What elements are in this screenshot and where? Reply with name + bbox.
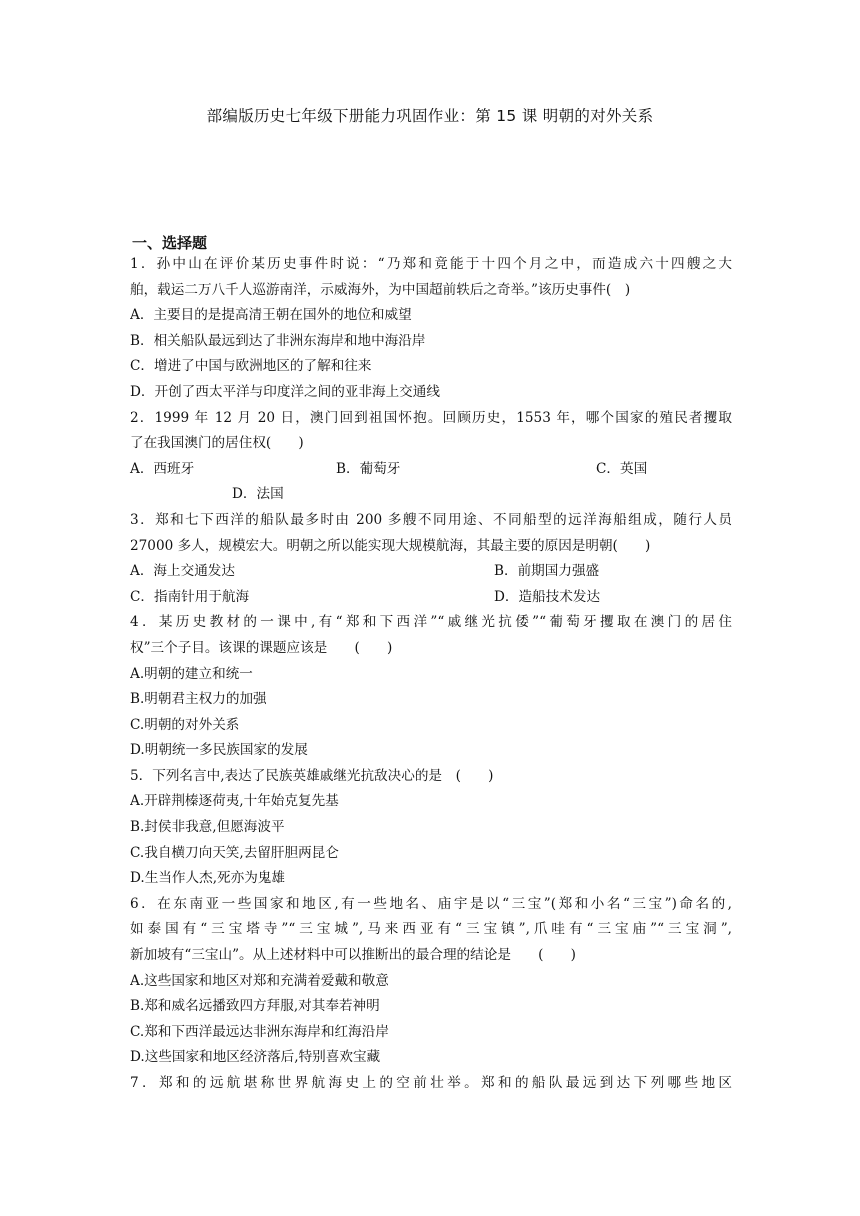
question-1-option-c: C．增进了中国与欧洲地区的了解和往来 (130, 358, 372, 375)
question-2-stem-line-2: 了在我国澳门的居住权( ) (130, 435, 304, 452)
page-title: 部编版历史七年级下册能力巩固作业：第 15 课 明朝的对外关系 (206, 107, 654, 125)
question-2-options-row-1 (130, 457, 732, 483)
question-2-stem-line-1: 2．1999 年 12 月 20 日，澳门回到祖国怀抱。回顾历史，1553 年，哪个国家的殖民者攫取 (130, 409, 732, 426)
section-heading: 一、选择题 (132, 234, 208, 252)
question-6-stem-line-2: 如泰国有“三宝塔寺”“三宝城”,马来西亚有“三宝镇”,爪哇有“三宝庙”“三宝洞”, (130, 921, 732, 938)
question-3-options-row-1 (130, 559, 732, 585)
question-1-stem-line-1: 1．孙中山在评价某历史事件时说：“乃郑和竟能于十四个月之中，而造成六十四艘之大 (130, 256, 732, 272)
question-2-options-row-2 (130, 482, 732, 508)
question-2-option-c: C．英国 (596, 460, 648, 477)
question-6-stem-line-1: 6．在东南亚一些国家和地区,有一些地名、庙宇是以“三宝”(郑和小名“三宝”)命名的, (130, 895, 732, 912)
question-6-option-a: A.这些国家和地区对郑和充满着爱戴和敬意 (130, 972, 389, 989)
question-1-option-b: B．相关船队最远到达了非洲东海岸和地中海沿岸 (130, 332, 426, 349)
question-list (130, 252, 732, 1097)
question-4-stem-line-1: 4．某历史教材的一课中,有“郑和下西洋”“戚继光抗倭”“葡萄牙攫取在澳门的居住 (130, 614, 732, 631)
question-7-stem-line-1: 7．郑和的远航堪称世界航海史上的空前壮举。郑和的船队最远到达下列哪些地区 (130, 1075, 732, 1091)
question-6-option-d: D.这些国家和地区经济落后,特别喜欢宝藏 (130, 1049, 381, 1066)
question-5-option-d: D.生当作人杰,死亦为鬼雄 (130, 870, 285, 887)
question-3-option-b: B．前期国力强盛 (494, 563, 600, 580)
question-4-option-b: B.明朝君主权力的加强 (130, 691, 267, 708)
question-1-stem-line-2: 舶，载运二万八千人巡游南洋，示威海外，为中国超前轶后之奇举。”该历史事件( ) (130, 281, 631, 298)
question-3-option-c: C．指南针用于航海 (130, 588, 250, 605)
question-3-stem-line-1: 3．郑和七下西洋的船队最多时由 200 多艘不同用途、不同船型的远洋海船组成，随行人员 (130, 511, 732, 528)
question-5-option-c: C.我自横刀向天笑,去留肝胆两昆仑 (130, 844, 339, 861)
question-4-option-d: D.明朝统一多民族国家的发展 (130, 742, 308, 759)
question-4-stem-line-2: 权”三个子目。该课的课题应该是 ( ) (130, 639, 393, 656)
question-3-option-d: D．造船技术发达 (494, 588, 601, 605)
question-3-option-a: A．海上交通发达 (130, 563, 235, 580)
question-2-option-a: A．西班牙 (130, 460, 195, 477)
question-5-option-b: B.封侯非我意,但愿海波平 (130, 819, 285, 836)
question-6-option-b: B.郑和威名远播致四方拜服,对其奉若神明 (130, 998, 380, 1015)
question-4-option-c: C.明朝的对外关系 (130, 716, 240, 733)
question-2-option-b: B．葡萄牙 (336, 460, 401, 477)
question-6-option-c: C.郑和下西洋最远达非洲东海岸和红海沿岸 (130, 1023, 389, 1040)
question-1-option-a: A．主要目的是提高清王朝在国外的地位和威望 (130, 307, 412, 324)
question-5-option-a: A.开辟荆榛逐荷夷,十年始克复先基 (130, 793, 339, 810)
question-3-options-row-2 (130, 585, 732, 611)
question-5-stem-line-1: 5．下列名言中,表达了民族英雄戚继光抗敌决心的是 ( ) (130, 767, 494, 784)
question-4-option-a: A.明朝的建立和统一 (130, 665, 253, 682)
question-1-option-d: D．开创了西太平洋与印度洋之间的亚非海上交通线 (130, 383, 440, 400)
question-6-stem-line-3: 新加坡有“三宝山”。从上述材料中可以推断出的最合理的结论是 ( ) (130, 947, 576, 964)
question-2-option-d: D．法国 (232, 486, 284, 503)
question-3-stem-line-2: 27000 多人，规模宏大。明朝之所以能实现大规模航海，其最主要的原因是明朝( ) (130, 537, 651, 554)
